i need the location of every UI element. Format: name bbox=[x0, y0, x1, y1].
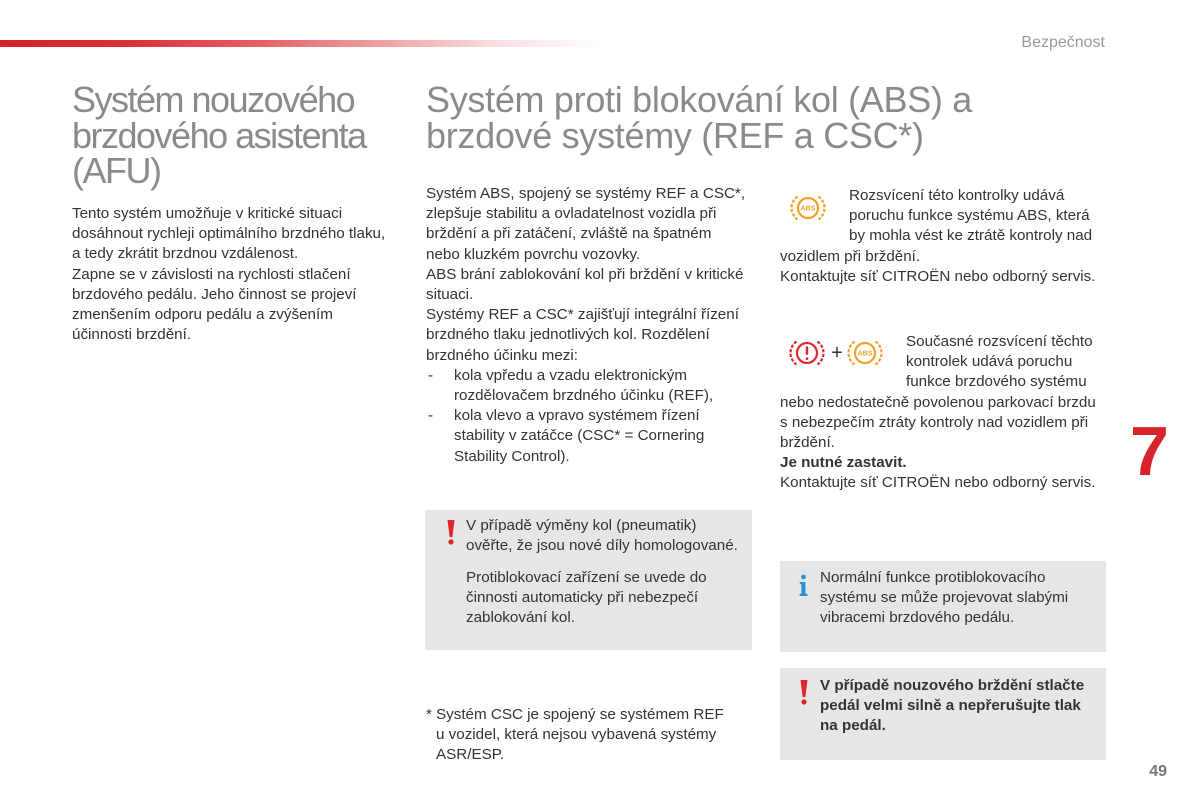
info-note-text: Normální funkce protiblokovacího systému se může projevovat slabými vibracemi brzdového pedálu. bbox=[820, 569, 1069, 627]
icon-exclamation-dot bbox=[806, 357, 809, 360]
list-item-text: kola vpředu a vzadu elektronickým rozdělovačem brzdného účinku (REF), bbox=[454, 366, 714, 404]
info-icon-dot bbox=[801, 575, 806, 580]
footnote-text: Systém CSC je spojený se systémem REF u vozidel, která nejsou vybavená systémy ASR/ESP. bbox=[436, 706, 724, 764]
wheel-change-warning-note bbox=[425, 510, 752, 650]
abs-warning-light-icon bbox=[845, 338, 885, 368]
brake-system-warning-entry bbox=[780, 332, 1110, 494]
list-item bbox=[426, 406, 713, 467]
emergency-braking-note bbox=[780, 668, 1106, 760]
icon-exclamation-bar bbox=[806, 346, 808, 355]
indicator-description: Rozsvícení této kontrolky udává poruchu funkce systému ABS, která by mohla vést ke ztrátě kontroly nad vozidlem při brždění. bbox=[780, 187, 1093, 265]
icon-left-arc bbox=[790, 342, 796, 365]
indicator-emphasis: Je nutné zastavit. bbox=[780, 454, 907, 472]
info-icon bbox=[798, 574, 809, 596]
brake-warning-light-icon bbox=[787, 338, 827, 368]
icon-right-arc bbox=[819, 197, 825, 220]
abs-intro: Systém ABS, spojený se systémy REF a CSC*, zlepšuje stabilitu a ovladatelnost vozidla při brždění a při zatáčení, zvláště na špatném nebo kluzkém povrchu vozovky. ABS brání zablokování kol při brždění v kritické situaci. Systémy REF a CSC* zajišťují integrální řízení brzdného tlaku jednotlivých kol. Rozdělení brzdného účinku mezi: bbox=[426, 185, 746, 364]
icon-right-arc bbox=[818, 342, 824, 365]
indicator-description: Současné rozsvícení těchto kontrolek udává poruchu funkce brzdového systému nebo nedostatečně povolenou parkovací brzdu s nebezpečím ztráty kontroly nad vozidlem při brždění. bbox=[780, 333, 1096, 452]
header-accent-bar bbox=[0, 40, 600, 47]
brake-distribution-list bbox=[426, 366, 713, 467]
exclamation-icon bbox=[798, 679, 810, 706]
afu-body: Tento systém umožňuje v kritické situaci dosáhnout rychleji optimálního brzdného tlaku, a tedy zkrátit brzdnou vzdálenost. Zapne se v závislosti na rychlosti stlačení brzdového pedálu. Jeho činnost se projeví zmenšením odporu pedálu a zvýšením účinnosti brzdění. bbox=[72, 205, 386, 344]
indicator-icon-slot bbox=[780, 186, 849, 246]
warning-note-paragraph: V případě výměny kol (pneumatik) ověřte, že jsou nové díly homologované. bbox=[466, 517, 738, 555]
indicator-icon-slot bbox=[780, 332, 906, 392]
exclamation-icon bbox=[445, 519, 457, 546]
icon-right-arc bbox=[876, 342, 882, 365]
footnote-marker: * bbox=[426, 706, 432, 723]
info-note bbox=[780, 561, 1106, 652]
list-item bbox=[426, 366, 713, 406]
indicator-action: Kontaktujte síť CITROËN nebo odborný servis. bbox=[780, 267, 1096, 285]
icon-left-arc bbox=[848, 342, 854, 365]
icon-left-arc bbox=[791, 197, 797, 220]
abs-warning-light-icon bbox=[788, 193, 828, 223]
abs-icon-label: ABS bbox=[857, 350, 873, 358]
csc-footnote bbox=[426, 705, 724, 766]
list-item-text: kola vlevo a vpravo systémem řízení stability v zatáčce (CSC* = Cornering Stability Control). bbox=[454, 407, 705, 465]
list-bullet: - bbox=[428, 407, 434, 425]
exclamation-dot bbox=[448, 539, 453, 544]
abs-icon-label: ABS bbox=[800, 205, 816, 213]
page-number: 49 bbox=[1149, 763, 1167, 780]
exclamation-bar bbox=[448, 520, 455, 537]
info-icon-stem bbox=[800, 582, 808, 596]
list-bullet: - bbox=[428, 366, 434, 384]
exclamation-dot bbox=[801, 699, 806, 704]
plus-sign: + bbox=[831, 341, 843, 364]
emergency-note-text: V případě nouzového brždění stlačte pedál velmi silně a nepřerušujte tlak na pedál. bbox=[820, 677, 1085, 735]
indicator-action: Kontaktujte síť CITROËN nebo odborný servis. bbox=[780, 474, 1096, 492]
warning-note-paragraph: Protiblokovací zařízení se uvede do činnosti automaticky při nebezpečí zablokování kol. bbox=[466, 569, 707, 627]
abs-warning-light-entry bbox=[780, 186, 1110, 287]
chapter-number: 7 bbox=[1130, 412, 1169, 490]
afu-title: Systém nouzového brzdového asistenta (AFU) bbox=[72, 79, 366, 192]
section-title: Bezpečnost bbox=[1021, 34, 1105, 51]
warning-note-text bbox=[466, 516, 738, 629]
abs-title: Systém proti blokování kol (ABS) a brzdové systémy (REF a CSC*) bbox=[426, 79, 973, 156]
exclamation-bar bbox=[801, 680, 808, 697]
